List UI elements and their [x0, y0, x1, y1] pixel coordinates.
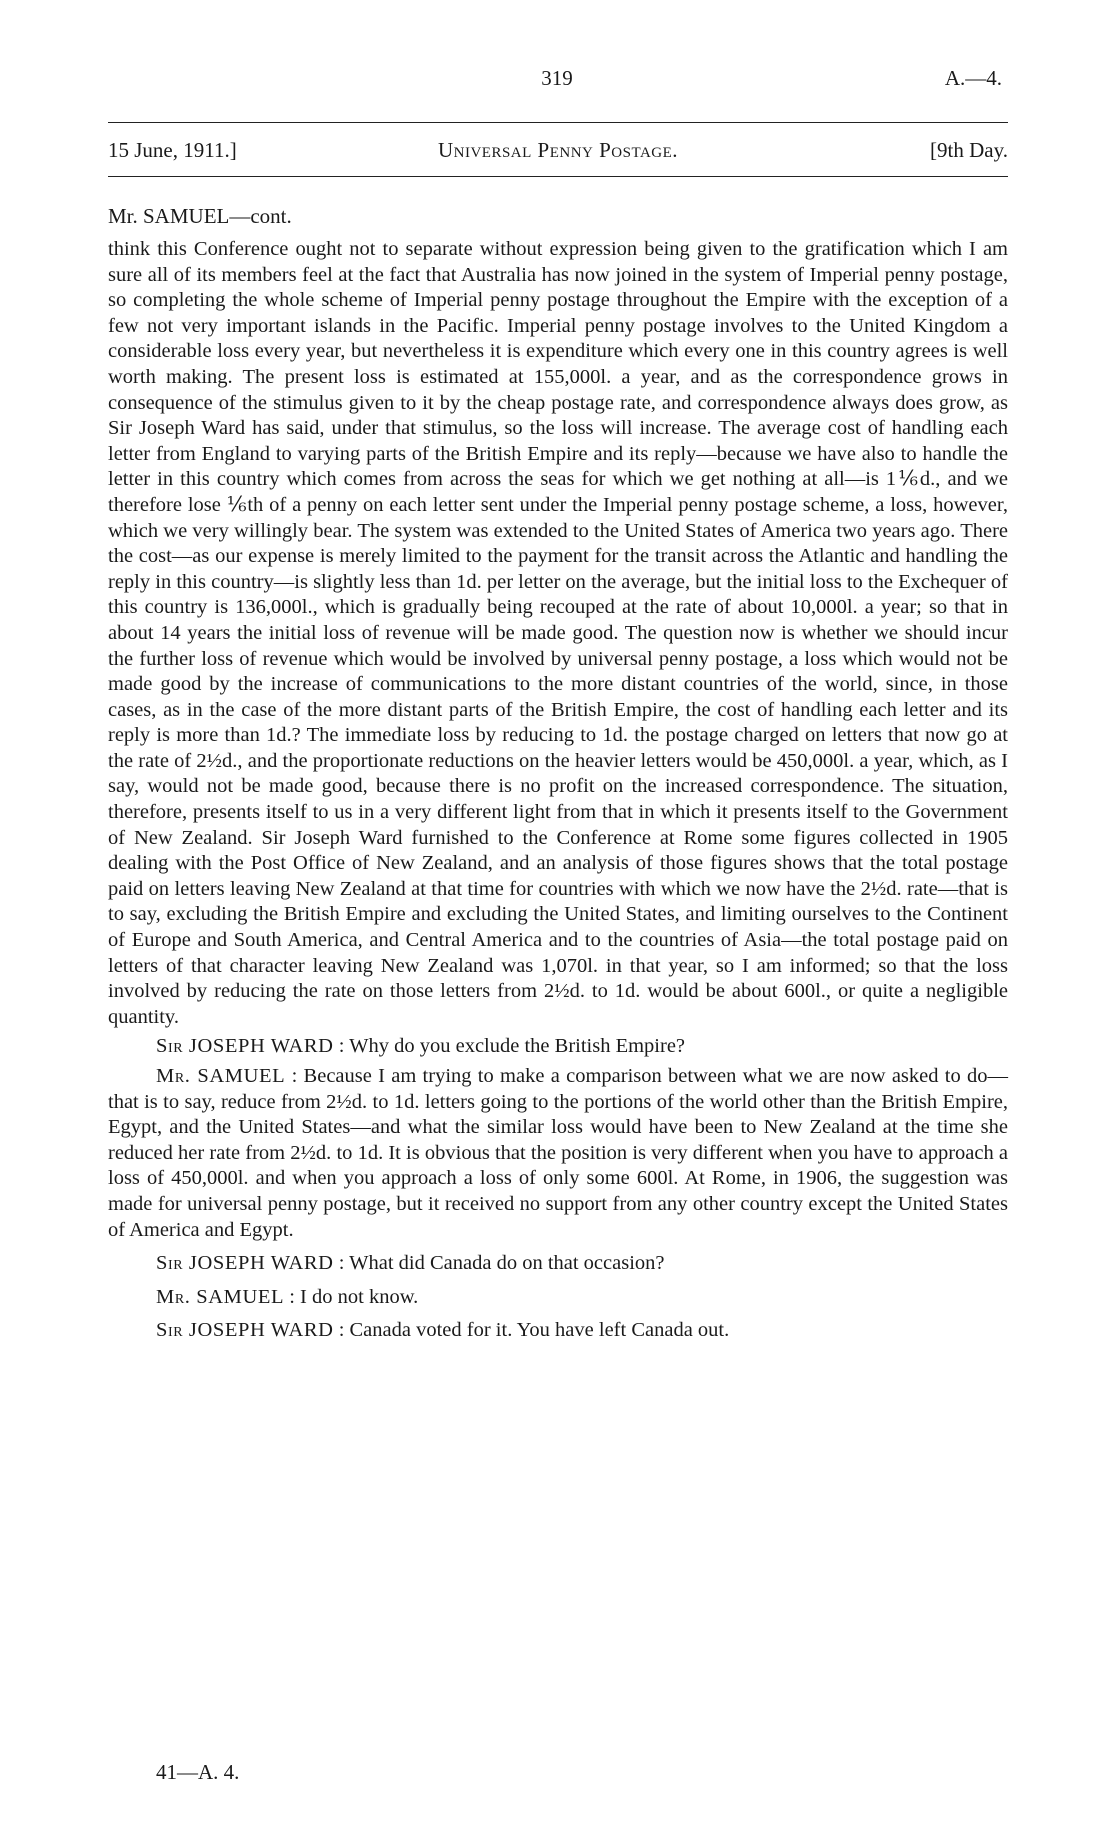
speech-text: : What did Canada do on that occasion?: [338, 1252, 665, 1275]
header-rule-bottom: [108, 176, 1008, 177]
document-code: A.—4.: [944, 66, 1002, 90]
speaker-name: Mr. SAMUEL: [156, 1285, 285, 1308]
header-day: [9th Day.: [930, 138, 1008, 162]
speaker-name: Mr. SAMUEL: [156, 1065, 286, 1087]
speech-text: : Why do you exclude the British Empire?: [338, 1035, 686, 1058]
paragraph-ward-question: [108, 1034, 1008, 1060]
speaker-name: Sir JOSEPH WARD: [156, 1319, 334, 1342]
paragraph-ward-voted: [108, 1318, 1008, 1344]
body-text: [108, 237, 1008, 1344]
header-date: 15 June, 1911.]: [108, 138, 237, 162]
paragraph-samuel-reply: [108, 1064, 1008, 1243]
speech-text: : I do not know.: [289, 1285, 419, 1308]
header-rule-top: [108, 122, 1008, 123]
paragraph-main: think this Conference ought not to separate without expression being given to the gratification which I am sure all of its members feel at the fact that Australia has now joined in the system of Imperial penny postage, so completing the whole scheme of Imperial penny postage throughout the Empire with the exception of a few not very important islands in the Pacific. Imperial penny postage involves to the United Kingdom a considerable loss every year, but nevertheless it is expenditure which every one in this country agrees is well worth making. The present loss is estimated at 155,000l. a year, and as the correspondence grows in consequence of the stimulus given to it by the cheap postage rate, and correspondence always does grow, as Sir Joseph Ward has said, under that stimulus, so the loss will increase. The average cost of handling each letter from England to varying parts of the British Empire and its reply—because we have also to handle the letter in this country which comes from across the seas for which we get nothing at all—is 1⅙d., and we therefore lose ⅙th of a penny on each letter sent under the Imperial penny postage scheme, a loss, however, which we very willingly bear. The system was extended to the United States of America two years ago. There the cost—as our expense is merely limited to the payment for the transit across the Atlantic and handling the reply in this country—is slightly less than 1d. per letter on the average, but the initial loss to the Exchequer of this country is 136,000l., which is gradually being recouped at the rate of about 10,000l. a year; so that in about 14 years the initial loss of revenue will be made good. The question now is whether we should incur the further loss of revenue which would be involved by universal penny postage, a loss which would not be made good by the increase of communications to the more distant countries of the world, since, in those cases, as in the case of the more distant parts of the British Empire, the cost of handling each letter and its reply is more than 1d.? The immediate loss by reducing to 1d. the postage charged on letters that now go at the rate of 2½d., and the proportionate reductions on the heavier letters would be 450,000l. a year, which, as I say, would not be made good, because there is no profit on the increased correspondence. The situation, therefore, presents itself to us in a very different light from that in which it presents itself to the Government of New Zealand. Sir Joseph Ward furnished to the Conference at Rome some figures collected in 1905 dealing with the Post Office of New Zealand, and an analysis of those figures shows that the total postage paid on letters leaving New Zealand at that time for countries with which we now have the 2½d. rate—that is to say, excluding the British Empire and excluding the United States, and limiting ourselves to the Continent of Europe and South America, and Central America and to the countries of Asia—the total postage paid on letters of that character leaving New Zealand was 1,070l. in that year, so I am informed; so that the loss involved by reducing the rate on those letters from 2½d. to 1d. would be about 600l., or quite a negligible quantity.: [108, 238, 1008, 1028]
header-title: Universal Penny Postage.: [437, 138, 679, 162]
paragraph-ward-canada: [108, 1251, 1008, 1277]
footer-signature: 41—A. 4.: [156, 1760, 240, 1784]
running-header: [108, 138, 1008, 168]
speaker-heading: Mr. SAMUEL—cont.: [108, 204, 292, 228]
speaker-name: Sir JOSEPH WARD: [156, 1035, 334, 1058]
page-number: 319: [541, 66, 573, 90]
paragraph-samuel-unknown: [108, 1285, 1008, 1311]
speech-text: : Canada voted for it. You have left Canada out.: [338, 1319, 730, 1342]
speaker-name: Sir JOSEPH WARD: [156, 1252, 334, 1275]
speech-text: : Because I am trying to make a comparison between what we are now asked to do—that is to say, reduce from 2½d. to 1d. letters going to the portions of the world other than the British Empire, Egypt, and the United States—and what the similar loss would have been to New Zealand at the time she reduced her rate from 2½d. to 1d. It is obvious that the position is very different when you have to approach a loss of 450,000l. and when you approach a loss of only some 600l. At Rome, in 1906, the suggestion was made for universal penny postage, but it received no support from any other country except the United States of America and Egypt.: [108, 1065, 1009, 1241]
